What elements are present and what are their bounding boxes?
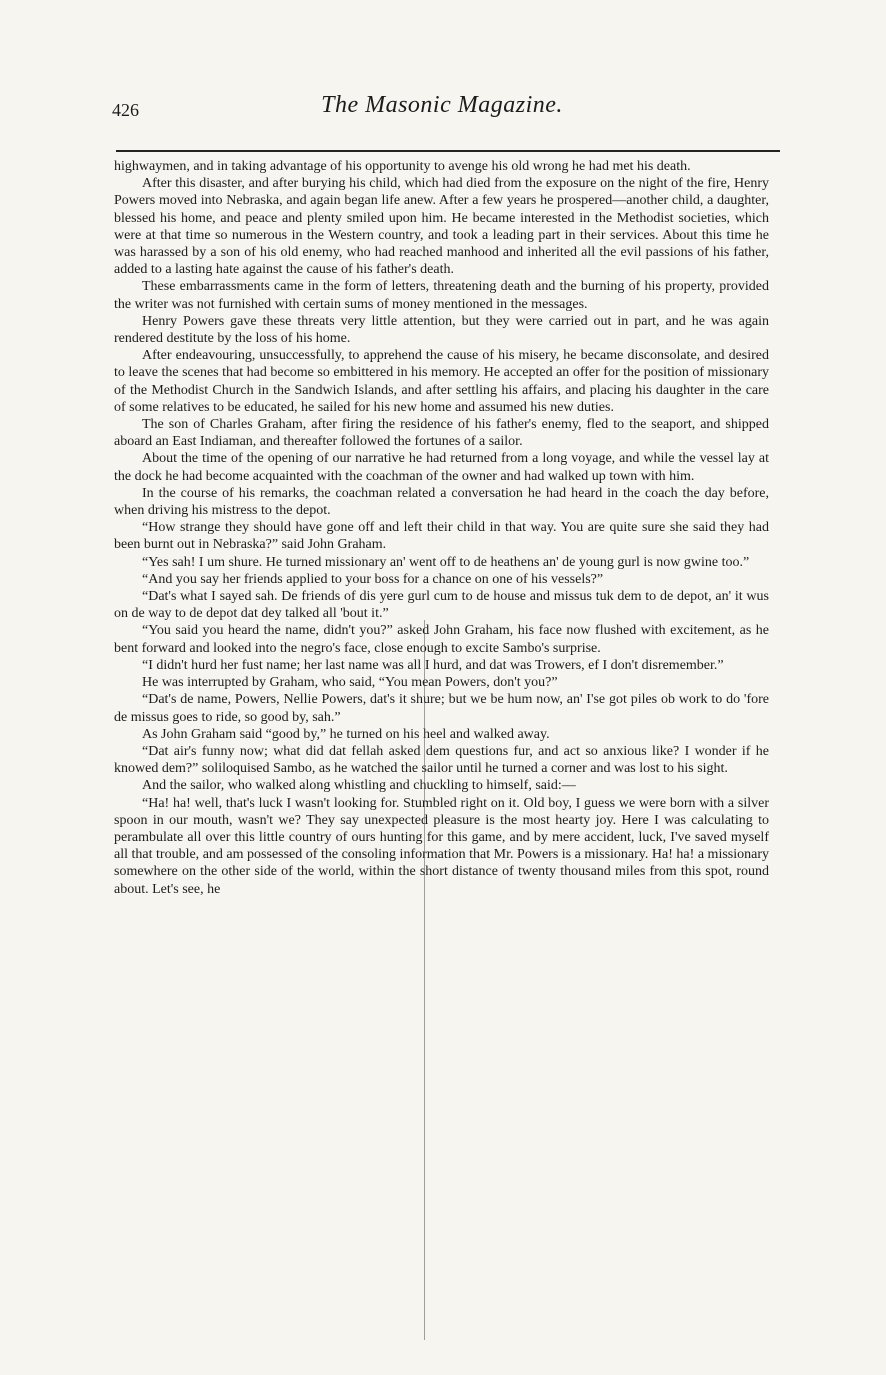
paragraph: He was interrupted by Graham, who said, “You mean Powers, don't you?” [142, 675, 558, 691]
paragraph: Henry Powers gave these threats very little attention, but they were carried out in part, and he was again rendered destitute by the loss of his home. [114, 313, 769, 347]
page-header [112, 92, 772, 132]
paragraph: “I didn't hurd her fust name; her last name was all I hurd, and dat was Trowers, ef I don't disremember.” [142, 657, 724, 673]
paragraph: “Dat's what I sayed sah. De friends of dis yere gurl cum to de house and missus tuk dem to de depot, an' it wus on de way to de depot dat dey talked all 'bout it.” [114, 589, 769, 622]
paragraph: highwaymen, and in taking advantage of his opportunity to avenge his old wrong he had met his death. [114, 159, 691, 174]
article-body [114, 158, 769, 898]
header-rule [116, 150, 780, 152]
paragraph: “And you say her friends applied to your boss for a chance on one of his vessels?” [142, 571, 604, 587]
paragraph: The son of Charles Graham, after firing the residence of his father's enemy, fled to the seaport, and shipped aboard an East Indiaman, and thereafter followed the fortunes of a sailor. [114, 417, 769, 450]
paragraph: “Ha! ha! well, that's luck I wasn't looking for. Stumbled right on it. Old boy, I guess we were born with a silver spoon in our mouth, wasn't we? They say unexpected pleasure is the most hearty joy. Here I was calculating to perambulate all over this little country of ours hunting for this game, and by mere accident, luck, I've saved myself all that trouble, and am possessed of the consoling information that Mr. Powers is a missionary. Ha! ha! a missionary somewhere on the other side of the world, within the short distance of twenty thousand miles from this spot, round about. Let's see, he [114, 795, 769, 897]
running-title: The Masonic Magazine. [321, 92, 563, 118]
paragraph: “You said you heard the name, didn't you?” asked John Graham, his face now flushed with excitement, as he bent forward and looked into the negro's face, close enough to excite Sambo's surprise. [114, 623, 769, 656]
paragraph: And the sailor, who walked along whistling and chuckling to himself, said:— [142, 778, 576, 794]
page-number: 426 [112, 100, 139, 120]
paragraph: As John Graham said “good by,” he turned on his heel and walked away. [142, 726, 550, 742]
paragraph: After this disaster, and after burying his child, which had died from the exposure on the night of the fire, Henry Powers moved into Nebraska, and again began life anew. After a few years he prospered—another child, a daughter, blessed his home, and peace and plenty smiled upon him. He became interested in the Methodist societies, which were at that time so numerous in the Western country, and took a leading part in their services. About this time he was harassed by a son of his old enemy, who had reached manhood and inherited all the evil passions of his father, added to a lasting hate against the cause of his father's death. [114, 176, 769, 278]
paragraph: In the course of his remarks, the coachman related a conversation he had heard in the coach the day before, when driving his mistress to the depot. [114, 485, 769, 519]
paragraph: “Dat air's funny now; what did dat fellah asked dem questions fur, and act so anxious like? I wonder if he knowed dem?” soliloquised Sambo, as he watched the sailor until he turned a corner and was lost to his sight. [114, 743, 769, 777]
paragraph: “How strange they should have gone off and left their child in that way. You are quite sure she said they had been burnt out in Nebraska?” said John Graham. [114, 520, 769, 553]
paragraph: “Dat's de name, Powers, Nellie Powers, dat's it shure; but we be hum now, an' I'se got piles ob work to do 'fore de missus goes to ride, so good by, sah.” [114, 692, 769, 725]
paragraph: “Yes sah! I um shure. He turned missionary an' went off to de heathens an' de young gurl is now gwine too.” [142, 554, 750, 570]
paragraph: These embarrassments came in the form of letters, threatening death and the burning of his property, provided the writer was not furnished with certain sums of money mentioned in the messages. [114, 279, 769, 312]
paragraph: After endeavouring, unsuccessfully, to apprehend the cause of his misery, he became disconsolate, and desired to leave the scenes that had become so embittered in his memory. He accepted an offer for the position of missionary of the Methodist Church in the Sandwich Islands, and after settling his affairs, and placing his daughter in the care of some relatives to be educated, he sailed for his new home and assumed his new duties. [114, 348, 769, 415]
paragraph: About the time of the opening of our narrative he had returned from a long voyage, and while the vessel lay at the dock he had become acquainted with the coachman of the owner and had walked up town with him. [114, 451, 769, 484]
page-fold-line [424, 620, 425, 1340]
